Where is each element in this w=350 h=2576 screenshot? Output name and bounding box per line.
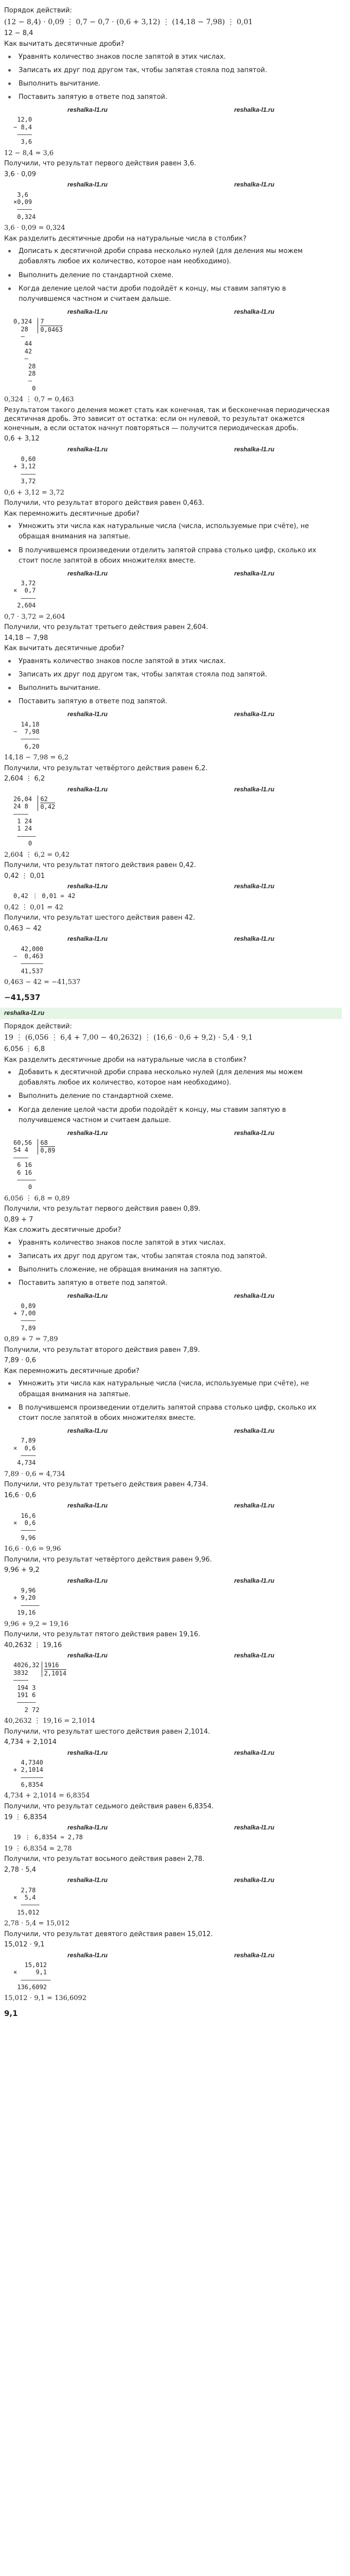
column-calculation: 3,6 ×0,09 ———— 0,324 — [13, 191, 36, 221]
watermark-row — [4, 1292, 338, 1300]
step-question: 15,012 ⋅ 9,1 — [4, 1941, 45, 1949]
step-header: Получили, что результат восьмого действия равен 2,78. — [4, 1855, 205, 1863]
column-calculation: 2,78 × 5,4 ————— 15,012 — [13, 1886, 40, 1916]
step-header: Получили, что результат четвёртого действия равен 6,2. — [4, 764, 208, 772]
step-question: 0,6 + 3,12 — [4, 435, 40, 443]
watermark: reshalka-l1.ru — [234, 785, 275, 793]
step-result: 3,6 ⋅ 0,09 = 0,324 — [4, 224, 65, 232]
step-header: Результатом такого деления может стать как конечная, так и бесконечная периодическая десятичная дробь. Это зависит от остатка: если он нулевой, то результат окажется конечным, а если остаток начнут повторяться — получится периодическая дробь. — [4, 406, 330, 432]
step-question: 2,604 ⋮ 6,2 — [4, 775, 45, 783]
column-calculation: 0,89 + 7,00 ———— 7,89 — [13, 1302, 36, 1332]
step-question: 14,18 − 7,98 — [4, 634, 48, 642]
watermark: reshalka-l1.ru — [67, 1749, 108, 1756]
long-division — [13, 1662, 338, 1714]
step-header: Получили, что результат четвёртого действия равен 9,96. — [4, 1555, 212, 1564]
step-header: Получили, что результат второго действия равен 7,89. — [4, 1346, 200, 1354]
step-result: 0,42 ⋮ 0,01 = 42 — [4, 903, 63, 911]
step-result: 14,18 − 7,98 = 6,2 — [4, 754, 69, 762]
column-calculation: 0,42 ⋮ 0,01 = 42 — [13, 892, 76, 900]
division-divisor-value: 7 — [40, 318, 62, 326]
solution-step — [4, 1555, 338, 1629]
step-question: Как перемножить десятичные дроби? — [4, 510, 139, 518]
task-intro: Порядок действий: — [4, 1022, 72, 1030]
watermark: reshalka-l1.ru — [67, 1824, 108, 1832]
rule-item: Поставить запятую в ответе под запятой. — [4, 697, 338, 707]
step-subhead: Как разделить десятичные дроби на натуральные числа в столбик? — [4, 1056, 247, 1064]
solution-step — [4, 159, 338, 232]
step-question: 6,056 ⋮ 6,8 — [4, 1045, 45, 1054]
step-question: 0,42 ⋮ 0,01 — [4, 872, 45, 880]
step-header: Получили, что результат пятого действия равен 19,16. — [4, 1631, 201, 1639]
rule-list — [4, 52, 338, 103]
step-question: 40,2632 ⋮ 19,16 — [4, 1641, 62, 1649]
step-question: 12 − 8,4 — [4, 29, 33, 38]
rule-item: Записать их друг под другом так, чтобы запятая стояла под запятой. — [4, 1251, 338, 1262]
division-quotient: 0,89 — [40, 1147, 56, 1155]
rule-item: Уравнять количество знаков после запятой в этих числах. — [4, 1238, 338, 1248]
column-calculation: 15,012 × 9,1 ———————— 136,6092 — [13, 1961, 51, 1991]
division-divisor-value: 68 — [40, 1139, 55, 1147]
column-calculation: 42,000 − 0,463 —————— 41,537 — [13, 945, 43, 975]
task-expression: (12 − 8,4) ⋅ 0,09 ⋮ 0,7 − 0,7 ⋅ (0,6 + 3,12) ⋮ (14,18 − 7,98) ⋮ 0,01 — [4, 18, 253, 26]
watermark: reshalka-l1.ru — [67, 1951, 108, 1959]
rule-item: Уравнять количество знаков после запятой в этих числах. — [4, 656, 338, 667]
rule-item: Выполнить вычитание. — [4, 79, 338, 89]
solution-step — [4, 499, 338, 621]
watermark: reshalka-l1.ru — [67, 1129, 108, 1137]
step-question: 16,6 ⋅ 0,6 — [4, 1491, 37, 1499]
step-header: Получили, что результат второго действия равен 0,463. — [4, 499, 204, 507]
watermark-row — [4, 1427, 338, 1435]
step-question: 9,96 + 9,2 — [4, 1566, 40, 1574]
solution-step — [4, 1480, 338, 1553]
division-divisor — [38, 795, 55, 811]
watermark-row — [4, 1876, 338, 1884]
step-result: 0,89 + 7 = 7,89 — [4, 1335, 58, 1344]
step-question: 4,734 + 2,1014 — [4, 1738, 57, 1747]
watermark-row — [4, 106, 338, 114]
rule-item: Когда деление целой части дроби подойдёт к концу, мы ставим запятую в получившемся частном и считаем дальше. — [4, 1105, 338, 1126]
watermark: reshalka-l1.ru — [234, 1502, 275, 1510]
step-header: Получили, что результат девятого действия равен 15,012. — [4, 1930, 213, 1938]
rule-list — [4, 1067, 338, 1126]
task-divider-band — [0, 1008, 342, 1019]
solution-step — [4, 1630, 338, 1726]
watermark: reshalka-l1.ru — [67, 181, 108, 189]
division-divisor — [42, 1662, 66, 1677]
step-question: Как разделить десятичные дроби на натуральные числа в столбик? — [4, 234, 247, 243]
solution-step — [4, 913, 338, 987]
rule-list — [4, 1379, 338, 1423]
step-result: 16,6 ⋅ 0,6 = 9,96 — [4, 1545, 61, 1553]
solution-step — [4, 1855, 338, 1928]
watermark: reshalka-l1.ru — [67, 308, 108, 316]
watermark: reshalka-l1.ru — [234, 181, 275, 189]
task-intro: Порядок действий: — [4, 7, 72, 14]
rule-list — [4, 656, 338, 707]
watermark: reshalka-l1.ru — [234, 1749, 275, 1756]
rule-item: В получившемся произведении отделить запятой справа столько цифр, сколько их стоит после запятой в обоих множителях вместе. — [4, 1403, 338, 1423]
watermark: reshalka-l1.ru — [234, 1292, 275, 1300]
column-calculation: 14,18 − 7,98 ————— 6,20 — [13, 720, 40, 750]
column-calculation: 9,96 + 9,20 ————— 19,16 — [13, 1586, 40, 1617]
watermark: reshalka-l1.ru — [234, 308, 275, 316]
watermark: reshalka-l1.ru — [234, 935, 275, 943]
watermark: reshalka-l1.ru — [67, 785, 108, 793]
watermark: reshalka-l1.ru — [67, 1292, 108, 1300]
rule-item: В получившемся произведении отделить запятой справа столько цифр, сколько их стоит после запятой в обоих множителях вместе. — [4, 546, 338, 566]
watermark-row — [4, 935, 338, 943]
long-division — [13, 318, 338, 392]
final-answer: 9,1 — [4, 2009, 18, 2019]
step-question: 19 ⋮ 6,8354 — [4, 1813, 47, 1821]
step-subhead: Как вычитать десятичные дроби? — [4, 645, 125, 653]
watermark-row — [4, 1129, 338, 1137]
division-quotient: 0,0463 — [40, 326, 63, 333]
solution-step — [4, 406, 338, 497]
step-question: 3,6 ⋅ 0,09 — [4, 170, 37, 178]
step-subhead: Как вычитать десятичные дроби? — [4, 40, 125, 48]
watermark-row — [4, 569, 338, 578]
column-calculation: 16,6 × 0,6 ———— 9,96 — [13, 1512, 36, 1541]
division-divisor-value: 1916 — [44, 1662, 66, 1669]
watermark: reshalka-l1.ru — [234, 1824, 275, 1832]
watermark-row — [4, 180, 338, 189]
watermark: reshalka-l1.ru — [234, 883, 275, 890]
division-dividend: 0,324 28 — 44 42 — 28 28 — 0 — [13, 318, 36, 392]
solution-step — [4, 1802, 338, 1853]
watermark: reshalka-l1.ru — [67, 883, 108, 890]
rule-item: Выполнить деление по стандартной схеме. — [4, 270, 338, 281]
solution-step — [4, 1045, 338, 1203]
watermark-row — [4, 1951, 338, 1959]
division-quotient: 2,1014 — [44, 1669, 66, 1677]
rule-item: Выполнить сложение, не обращая внимания на запятую. — [4, 1265, 338, 1275]
column-calculation: 19 ⋮ 6,8354 ≈ 2,78 — [13, 1834, 83, 1841]
rule-item: Выполнить вычитание. — [4, 683, 338, 693]
solution-step — [4, 1205, 338, 1344]
division-dividend: 60,56 54 4 ———— 6 16 6 16 ————— 0 — [13, 1139, 36, 1191]
watermark: reshalka-l1.ru — [234, 569, 275, 577]
step-question: 7,89 ⋅ 0,6 — [4, 1357, 37, 1365]
watermark: reshalka-l1.ru — [67, 710, 108, 718]
step-subhead: Как сложить десятичные дроби? — [4, 1226, 121, 1234]
step-header: Получили, что результат третьего действия равен 4,734. — [4, 1481, 208, 1489]
step-result: 15,012 ⋅ 9,1 = 136,6092 — [4, 1994, 87, 2003]
solution-step — [4, 623, 338, 762]
solution-step — [4, 234, 338, 404]
watermark: reshalka-l1.ru — [67, 935, 108, 943]
watermark: reshalka-l1.ru — [234, 1951, 275, 1959]
solution-step — [4, 1930, 338, 2003]
division-divisor — [38, 318, 62, 333]
rule-item: Поставить запятую в ответе под запятой. — [4, 92, 338, 103]
watermark: reshalka-l1.ru — [67, 1652, 108, 1659]
rule-item: Когда деление целой части дроби подойдёт к концу, мы ставим запятую в получившемся частном и считаем дальше. — [4, 284, 338, 304]
task-one — [4, 6, 338, 1003]
rule-item: Умножить эти числа как натуральные числа (числа, используемые при счёте), не обращая внимания на запятые. — [4, 1379, 338, 1399]
column-calculation: 3,72 × 0,7 ———— 2,604 — [13, 580, 36, 609]
step-result: 4,734 + 2,1014 = 6,8354 — [4, 1792, 90, 1800]
rule-item: Выполнить деление по стандартной схеме. — [4, 1091, 338, 1101]
rule-item: Добавить к десятичной дроби справа несколько нулей (для деления мы можем добавлять любое их количество, которое нам необходимо). — [4, 1067, 338, 1088]
task-two — [4, 1022, 338, 2019]
step-result: 19 ⋮ 6,8354 ≈ 2,78 — [4, 1844, 72, 1853]
step-header: Получили, что результат пятого действия равен 0,42. — [4, 861, 196, 870]
division-divisor — [38, 1139, 55, 1155]
watermark-row — [4, 882, 338, 890]
watermark: reshalka-l1.ru — [234, 710, 275, 718]
solution-step — [4, 29, 338, 158]
step-result: 0,7 ⋅ 3,72 = 2,604 — [4, 613, 65, 621]
watermark: reshalka-l1.ru — [234, 1577, 275, 1584]
watermark: reshalka-l1.ru — [67, 445, 108, 453]
step-header: Получили, что результат третьего действия равен 2,604. — [4, 623, 208, 632]
column-calculation: 12,0 − 8,4 ———— 3,6 — [13, 116, 32, 146]
solution-step — [4, 764, 338, 860]
watermark: reshalka-l1.ru — [234, 1129, 275, 1137]
step-header: Получили, что результат первого действия равен 3,6. — [4, 160, 197, 168]
watermark-row — [4, 1651, 338, 1659]
watermark: reshalka-l1.ru — [234, 445, 275, 453]
watermark: reshalka-l1.ru — [67, 1502, 108, 1510]
column-calculation: 4,7340 + 2,1014 —————— 6,8354 — [13, 1758, 43, 1789]
step-result: 2,78 ⋅ 5,4 = 15,012 — [4, 1920, 69, 1928]
step-header: Получили, что результат шестого действия равен 42. — [4, 914, 196, 922]
rule-list — [4, 521, 338, 566]
column-calculation: 0,60 + 3,12 ———— 3,72 — [13, 455, 36, 485]
watermark-row — [4, 1577, 338, 1585]
watermark: reshalka-l1.ru — [234, 1876, 275, 1884]
watermark: reshalka-l1.ru — [234, 106, 275, 114]
watermark: reshalka-l1.ru — [67, 106, 108, 114]
watermark: reshalka-l1.ru — [67, 1876, 108, 1884]
step-result: 12 − 8,4 = 3,6 — [4, 149, 54, 157]
step-subhead: Как перемножить десятичные дроби? — [4, 1367, 139, 1375]
step-result: 40,2632 ⋮ 19,16 = 2,1014 — [4, 1717, 95, 1725]
division-dividend: 26,04 24 8 ———— 1 24 1 24 ————— 0 — [13, 795, 36, 848]
step-result: 9,96 + 9,2 = 19,16 — [4, 1620, 69, 1628]
division-divisor-value: 62 — [40, 795, 55, 803]
watermark-row — [4, 308, 338, 316]
watermark: reshalka-l1.ru — [67, 1577, 108, 1584]
watermark: reshalka-l1.ru — [234, 1652, 275, 1659]
column-calculation: 7,89 × 0,6 ———— 4,734 — [13, 1437, 36, 1467]
step-question: 2,78 ⋅ 5,4 — [4, 1866, 37, 1874]
rule-list — [4, 246, 338, 304]
watermark-row — [4, 445, 338, 453]
step-header: Получили, что результат седьмого действия равен 6,8354. — [4, 1803, 214, 1811]
rule-item: Умножить эти числа как натуральные числа (числа, используемые при счёте), не обращая внимания на запятые. — [4, 521, 338, 542]
step-result: 0,6 + 3,12 = 3,72 — [4, 488, 64, 497]
solution-step — [4, 1727, 338, 1801]
division-dividend: 4026,32 3832 ———— 194 3 191 6 ————— 2 72 — [13, 1662, 40, 1714]
watermark-row — [4, 1501, 338, 1510]
step-header: Получили, что результат шестого действия равен 2,1014. — [4, 1727, 211, 1736]
watermark-row — [4, 785, 338, 793]
watermark-row — [4, 1749, 338, 1757]
watermark: reshalka-l1.ru — [67, 569, 108, 577]
rule-item: Записать их друг под другом так, чтобы запятая стояла под запятой. — [4, 670, 338, 680]
step-result: 2,604 ⋮ 6,2 = 0,42 — [4, 851, 70, 859]
step-result: 7,89 ⋅ 0,6 = 4,734 — [4, 1470, 65, 1478]
rule-list — [4, 1238, 338, 1289]
step-result: 0,463 − 42 = −41,537 — [4, 978, 81, 987]
watermark: reshalka-l1.ru — [234, 1427, 275, 1434]
watermark-row — [4, 710, 338, 718]
solution-step — [4, 861, 338, 912]
long-division — [13, 1139, 338, 1191]
step-question: 0,89 + 7 — [4, 1215, 33, 1224]
step-header: Получили, что результат первого действия равен 0,89. — [4, 1205, 201, 1213]
task-expression: 19 ⋮ (6,056 ⋮ 6,4 + 7,00 − 40,2632) ⋮ (16,6 ⋅ 0,6 + 9,2) ⋅ 5,4 ⋅ 9,1 — [4, 1033, 253, 1042]
solution-step — [4, 1346, 338, 1479]
final-answer: −41,537 — [4, 992, 41, 1002]
rule-item: Дописать к десятичной дроби справа несколько нулей (для деления мы можем добавлять любое их количество, которое нам необходимо). — [4, 246, 338, 267]
step-result: 0,324 ⋮ 0,7 = 0,463 — [4, 396, 74, 404]
division-quotient: 0,42 — [40, 803, 56, 811]
watermark: reshalka-l1.ru — [67, 1427, 108, 1434]
watermark: reshalka-l1.ru — [4, 1009, 45, 1017]
long-division — [13, 795, 338, 848]
watermark-row — [4, 1823, 338, 1832]
rule-item: Поставить запятую в ответе под запятой. — [4, 1278, 338, 1289]
rule-item: Записать их друг под другом так, чтобы запятая стояла под запятой. — [4, 65, 338, 76]
step-question: 0,463 − 42 — [4, 924, 42, 933]
rule-item: Уравнять количество знаков после запятой в этих числах. — [4, 52, 338, 62]
step-result: 6,056 ⋮ 6,8 = 0,89 — [4, 1194, 70, 1202]
